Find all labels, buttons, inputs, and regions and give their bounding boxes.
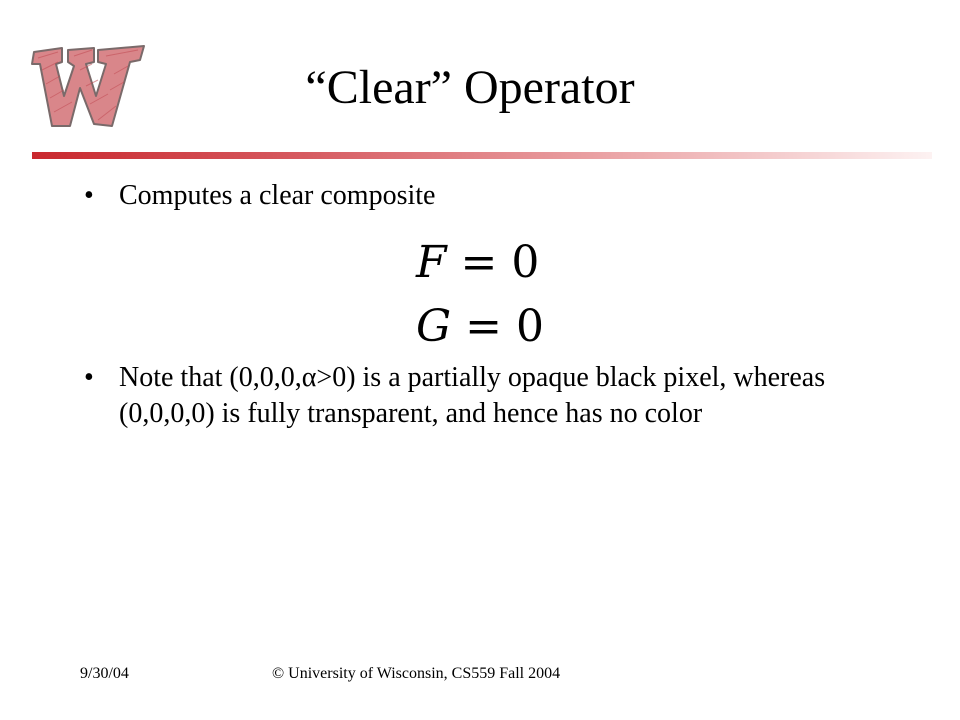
equation-operator: = <box>465 301 503 352</box>
equation-operator: = <box>460 237 498 288</box>
bullet-glyph: • <box>84 180 94 211</box>
university-w-logo <box>28 40 150 132</box>
equation-value: 0 <box>516 301 545 352</box>
equation-variable: F <box>416 237 447 288</box>
bullet-glyph: • <box>84 362 94 393</box>
equation-variable: G <box>416 301 452 352</box>
w-logo-icon <box>28 40 150 132</box>
title-divider <box>32 152 932 159</box>
equation-value: 0 <box>511 237 540 288</box>
equation-g <box>416 302 544 352</box>
bullet-text: Note that (0,0,0,α>0) is a partially opaque black pixel, whereas (0,0,0,0) is fully transparent, and hence has no color <box>119 362 826 429</box>
bullet-text: Computes a clear composite <box>119 180 436 211</box>
footer-date: 9/30/04 <box>80 665 129 682</box>
equation-f <box>416 238 539 288</box>
footer-copyright: © University of Wisconsin, CS559 Fall 2004 <box>272 665 561 682</box>
slide-title: “Clear” Operator <box>305 61 635 114</box>
